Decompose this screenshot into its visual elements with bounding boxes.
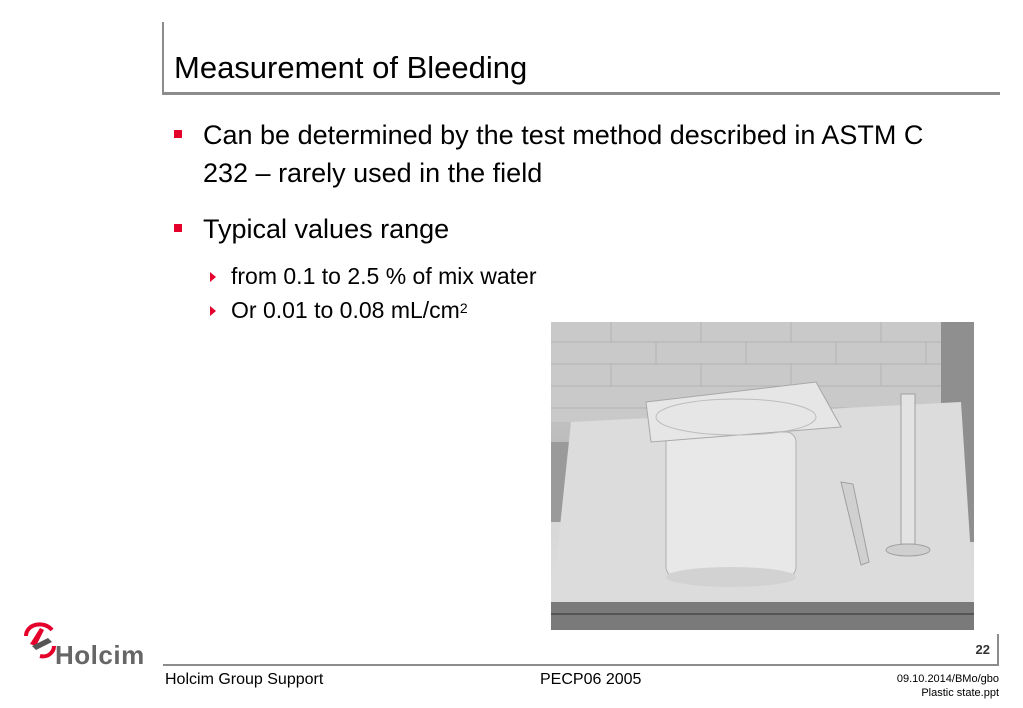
title-vertical-rule	[162, 22, 164, 95]
sub-bullet-text-1: from 0.1 to 2.5 % of mix water	[231, 263, 537, 289]
bullet-item-1	[203, 116, 963, 192]
bleeding-test-apparatus-photo	[551, 322, 974, 630]
bullet-text-1: Can be determined by the test method described in ASTM C 232 – rarely used in the field	[203, 120, 924, 188]
sub-bullet-item-1	[231, 260, 537, 292]
title-horizontal-rule	[162, 92, 1000, 95]
holcim-logo-text: Holcim	[55, 640, 145, 670]
slide-title: Measurement of Bleeding	[174, 50, 528, 85]
footer-horizontal-rule	[163, 664, 999, 666]
footer-event: PECP06 2005	[540, 671, 642, 688]
footer-filename: Plastic state.ppt	[921, 687, 999, 699]
square-bullet-icon	[174, 224, 182, 232]
bullet-item-2	[203, 210, 963, 248]
apparatus-photo-drawing	[551, 322, 974, 630]
sub-bullet-text-2: Or 0.01 to 0.08 mL/cm	[231, 297, 460, 323]
footer-organization: Holcim Group Support	[165, 671, 324, 688]
sub-bullet-item-2	[231, 294, 468, 326]
square-bullet-icon	[174, 130, 182, 138]
page-number: 22	[975, 642, 990, 657]
footer-file-info	[897, 672, 999, 700]
superscript-2: 2	[459, 300, 468, 316]
triangle-bullet-icon	[210, 272, 216, 282]
footer-date-author: 09.10.2014/BMo/gbo	[896, 673, 999, 685]
triangle-bullet-icon	[210, 306, 216, 316]
bullet-text-2: Typical values range	[203, 214, 450, 244]
footer-vertical-rule	[997, 634, 999, 666]
